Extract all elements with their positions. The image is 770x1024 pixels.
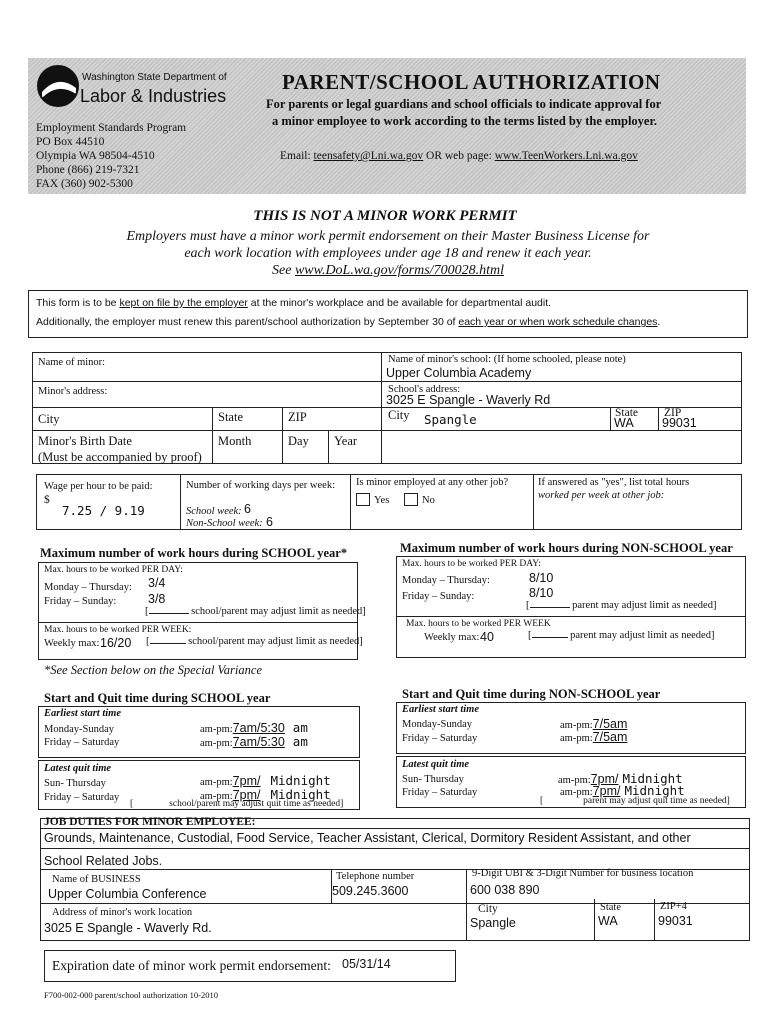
school-mon-thu-label: Monday – Thursday: <box>44 582 132 593</box>
school-per-day-label: Max. hours to be worked PER DAY: <box>44 565 183 575</box>
non-school-weekly-label: Weekly max: <box>424 632 480 643</box>
notice-line-1: Employers must have a minor work permit endorsement on their Master Business License for <box>126 229 650 244</box>
business-state-label: State <box>600 902 621 913</box>
variance-note: *See Section below on the Special Variance <box>44 663 262 677</box>
ampm-label: am-pm: <box>200 738 233 749</box>
lni-logo-icon <box>36 64 80 108</box>
non-school-mon-thu-value[interactable]: 8/10 <box>529 571 554 585</box>
no-checkbox[interactable] <box>404 493 418 506</box>
school-week-value[interactable]: 6 <box>244 502 251 516</box>
non-school-sun-thu-label: Sun- Thursday <box>402 774 464 785</box>
non-school-start-2[interactable] <box>560 728 649 746</box>
school-start-1-suffix: am <box>292 720 308 735</box>
school-mon-sun-label: Monday-Sunday <box>44 724 114 735</box>
or-web-label: OR web page: <box>426 150 492 162</box>
working-days-label: Number of working days per week: <box>186 480 335 491</box>
non-school-quit-adjust: [ parent may adjust quit time as needed] <box>540 796 730 806</box>
school-quit-2-value[interactable]: 7pm/ <box>232 788 261 802</box>
non-school-quit-1-suffix: Midnight <box>622 771 683 786</box>
agency-fax: FAX (360) 902-5300 <box>36 178 133 190</box>
renew-text: Additionally, the employer must renew this parent/school authorization by September 30 of <box>36 316 456 328</box>
other-hours-label-2: worked per week at other job: <box>538 490 665 501</box>
notice-line-2: each work location with employees under age 18 and renew it each year. <box>184 246 592 261</box>
school-start-2-suffix: am <box>292 734 308 749</box>
school-times-title: Start and Quit time during SCHOOL year <box>44 691 271 705</box>
birth-proof-label: (Must be accompanied by proof) <box>38 450 202 464</box>
email-link[interactable]: teensafety@Lni.wa.gov <box>313 150 424 162</box>
business-name-label: Name of BUSINESS <box>52 874 141 885</box>
school-adjust-note: [ school/parent may adjust limit as needed] <box>145 606 366 617</box>
wage-value[interactable]: 7.25 / 9.19 <box>62 503 145 518</box>
school-weekly-label: Weekly max: <box>44 638 100 649</box>
school-fri-sat-label: Friday – Saturday <box>44 737 120 748</box>
other-job-no[interactable] <box>404 490 435 508</box>
renew-period: . <box>657 316 661 328</box>
school-city-label: City <box>388 408 410 422</box>
non-school-week-value[interactable]: 6 <box>266 515 273 529</box>
school-fri-sun-value[interactable]: 3/8 <box>148 592 166 606</box>
school-weekly-value[interactable]: 16/20 <box>100 636 132 650</box>
school-adjust-text-2: school/parent may adjust limit as needed] <box>188 636 363 647</box>
other-hours-label-1: If answered as "yes", list total hours <box>538 477 690 488</box>
business-address-value[interactable]: 3025 E Spangle - Waverly Rd. <box>44 921 212 935</box>
renew-underline: each year or when work schedule changes <box>458 316 658 328</box>
agency-program: Employment Standards Program <box>36 122 187 134</box>
birth-date-label: Minor's Birth Date <box>38 434 132 448</box>
wage-dollar: $ <box>44 494 50 506</box>
non-school-earliest-label: Earliest start time <box>402 704 480 715</box>
non-school-start-1-value[interactable]: 7/5am <box>592 717 628 731</box>
no-label: No <box>422 495 435 506</box>
school-address-value[interactable]: 3025 E Spangle - Waverly Rd <box>386 393 551 407</box>
school-start-2-value[interactable]: 7am/5:30 <box>232 735 285 749</box>
business-phone-label: Telephone number <box>336 871 415 882</box>
duties-line-1[interactable]: Grounds, Maintenance, Custodial, Food Service, Teacher Assistant, Clerical, Dormitory Resident Assistant, and other <box>44 831 691 845</box>
business-city-value[interactable]: Spangle <box>470 916 516 930</box>
school-start-1-value[interactable]: 7am/5:30 <box>232 721 285 735</box>
form-footer: F700-002-000 parent/school authorization 10-2010 <box>44 990 218 1000</box>
non-school-adjust-note-2: [ parent may adjust limit as needed] <box>528 630 715 641</box>
business-ubi-value[interactable]: 600 038 890 <box>470 883 540 897</box>
non-school-mon-sun-label: Monday-Sunday <box>402 719 472 730</box>
non-school-quit-2-suffix: Midnight <box>624 783 685 798</box>
notice-title: THIS IS NOT A MINOR WORK PERMIT <box>253 208 517 224</box>
non-school-adjust-note: [ parent may adjust limit as needed] <box>526 600 717 611</box>
school-sun-thu-label: Sun- Thursday <box>44 778 106 789</box>
contact-line <box>280 150 638 162</box>
non-school-latest-label: Latest quit time <box>402 759 470 770</box>
file-notice-text-2: at the minor's workplace and be available for departmental audit. <box>250 297 552 309</box>
business-address-label-text: Address of minor's work location <box>52 907 193 918</box>
non-school-adjust-text-2: parent may adjust limit as needed] <box>570 630 715 641</box>
non-school-fri-sat-label: Friday – Saturday <box>402 733 478 744</box>
non-school-times-title: Start and Quit time during NON-SCHOOL year <box>402 687 661 701</box>
form-subtitle-2: a minor employee to work according to the terms listed by the employer. <box>272 114 658 128</box>
email-label: Email: <box>280 150 311 162</box>
non-school-mon-thu-label: Monday – Thursday: <box>402 575 490 586</box>
non-school-quit-adjust-text: parent may adjust quit time as needed] <box>583 796 730 806</box>
file-notice-line-2 <box>36 316 660 328</box>
duties-line-2[interactable]: School Related Jobs. <box>44 854 163 868</box>
school-zip-label: ZIP <box>664 407 682 419</box>
school-state-label: State <box>615 407 638 419</box>
non-school-quit-1-value[interactable]: 7pm/ <box>590 772 619 786</box>
minor-state-label: State <box>218 410 243 424</box>
school-name-label: Name of minor's school: (If home schooled, please note) <box>388 354 626 365</box>
business-state-value[interactable]: WA <box>598 914 618 928</box>
school-address-label: School's address: <box>388 384 461 395</box>
school-week-label: School week: <box>186 506 242 517</box>
business-phone-value[interactable]: 509.245.3600 <box>332 884 409 898</box>
school-adjust-text: school/parent may adjust limit as needed] <box>191 606 366 617</box>
non-school-per-week-label: Max. hours to be worked PER WEEK <box>406 619 551 629</box>
expiration-value[interactable]: 05/31/14 <box>342 957 391 971</box>
agency-city: Olympia WA 98504-4510 <box>36 150 155 162</box>
dol-link[interactable]: www.DoL.wa.gov/forms/700028.html <box>294 263 504 278</box>
business-ubi-label: 9-Digit UBI & 3-Digit Number for business location <box>472 868 694 879</box>
agency-phone: Phone (866) 219-7321 <box>36 164 140 176</box>
business-zip-value[interactable]: 99031 <box>658 914 693 928</box>
non-school-adjust-text: parent may adjust limit as needed] <box>572 600 717 611</box>
see-label: See <box>272 263 292 278</box>
school-state-value[interactable]: WA <box>614 416 634 430</box>
non-school-hours-title: Maximum number of work hours during NON-SCHOOL year <box>400 541 733 555</box>
yes-label: Yes <box>374 495 390 506</box>
other-job-label: Is minor employed at any other job? <box>356 477 509 488</box>
logo-text-main: Labor & Industries <box>80 86 227 106</box>
form-subtitle-1: For parents or legal guardians and school officials to indicate approval for <box>266 97 662 111</box>
web-link[interactable]: www.TeenWorkers.Lni.wa.gov <box>494 150 638 162</box>
minor-address-label: Minor's address: <box>38 386 108 397</box>
ampm-label: am-pm: <box>200 724 233 735</box>
form-title: PARENT/SCHOOL AUTHORIZATION <box>282 70 661 94</box>
non-school-quit-2-value[interactable]: 7pm/ <box>592 784 621 798</box>
school-quit-1-value[interactable]: 7pm/ <box>232 774 261 788</box>
other-job-yes[interactable] <box>356 490 389 508</box>
non-school-weekly-value[interactable]: 40 <box>480 630 494 644</box>
non-school-per-day-label: Max. hours to be worked PER DAY: <box>402 559 541 569</box>
business-address-label <box>52 907 192 918</box>
logo-text-top: Washington State Department of <box>82 72 227 83</box>
school-quit-2-suffix: Midnight <box>270 787 331 802</box>
school-city-value[interactable]: Spangle <box>424 412 477 427</box>
ampm-label: am-pm: <box>200 791 233 802</box>
business-city-label: City <box>478 903 498 915</box>
minor-address-field[interactable] <box>130 384 375 404</box>
file-notice-text: This form is to be <box>36 297 117 309</box>
school-mon-thu-value[interactable]: 3/4 <box>148 576 166 590</box>
school-quit-1-suffix: Midnight <box>270 773 331 788</box>
non-school-start-2-value[interactable]: 7/5am <box>592 730 628 744</box>
duties-title: JOB DUTIES FOR MINOR EMPLOYEE: <box>44 816 256 828</box>
non-school-week-label: Non-School week: <box>186 518 263 529</box>
notice-see <box>0 263 770 279</box>
expiration-label: Expiration date of minor work permit endorsement: <box>52 958 331 973</box>
minor-zip-label: ZIP <box>288 410 307 424</box>
birth-day-label: Day <box>288 434 309 448</box>
ampm-label: am-pm: <box>560 787 593 798</box>
birth-year-label: Year <box>334 434 358 448</box>
lni-logo <box>36 64 80 108</box>
school-quit-adjust: [ school/parent may adjust quit time as needed] <box>130 799 344 809</box>
school-fri-sat-label-2: Friday – Saturday <box>44 792 120 803</box>
minor-name-label: Name of minor: <box>38 357 106 368</box>
minor-name-field[interactable] <box>130 356 375 376</box>
ampm-label: am-pm: <box>558 775 591 786</box>
ampm-label: am-pm: <box>560 733 593 744</box>
school-quit-adjust-text: school/parent may adjust quit time as needed] <box>169 799 344 809</box>
wage-label: Wage per hour to be paid: <box>44 481 153 492</box>
school-hours-title: Maximum number of work hours during SCHOOL year* <box>40 546 348 560</box>
school-name-value[interactable]: Upper Columbia Academy <box>386 366 532 380</box>
file-notice-underline: kept on file by the employer <box>119 297 248 309</box>
school-zip-value[interactable]: 99031 <box>662 416 697 430</box>
non-school-fri-sun-value[interactable]: 8/10 <box>529 586 554 600</box>
school-adjust-note-2: [ school/parent may adjust limit as needed] <box>146 636 363 647</box>
school-fri-sun-label: Friday – Sunday: <box>44 596 117 607</box>
file-notice-line-1 <box>36 297 551 309</box>
ampm-label: am-pm: <box>200 777 233 788</box>
birth-month-label: Month <box>218 434 252 448</box>
business-name-value[interactable]: Upper Columbia Conference <box>48 887 207 901</box>
school-start-2[interactable] <box>200 733 308 751</box>
agency-po-box: PO Box 44510 <box>36 136 105 148</box>
non-school-fri-sat-label-2: Friday – Saturday <box>402 787 478 798</box>
school-latest-label: Latest quit time <box>44 763 112 774</box>
ampm-label: am-pm: <box>560 720 593 731</box>
school-per-week-label: Max. hours to be worked PER WEEK: <box>44 625 192 635</box>
business-zip-label: ZIP+4 <box>660 901 687 912</box>
school-earliest-label: Earliest start time <box>44 708 122 719</box>
minor-city-label: City <box>38 412 60 426</box>
non-school-fri-sun-label: Friday – Sunday: <box>402 591 475 602</box>
yes-checkbox[interactable] <box>356 493 370 506</box>
